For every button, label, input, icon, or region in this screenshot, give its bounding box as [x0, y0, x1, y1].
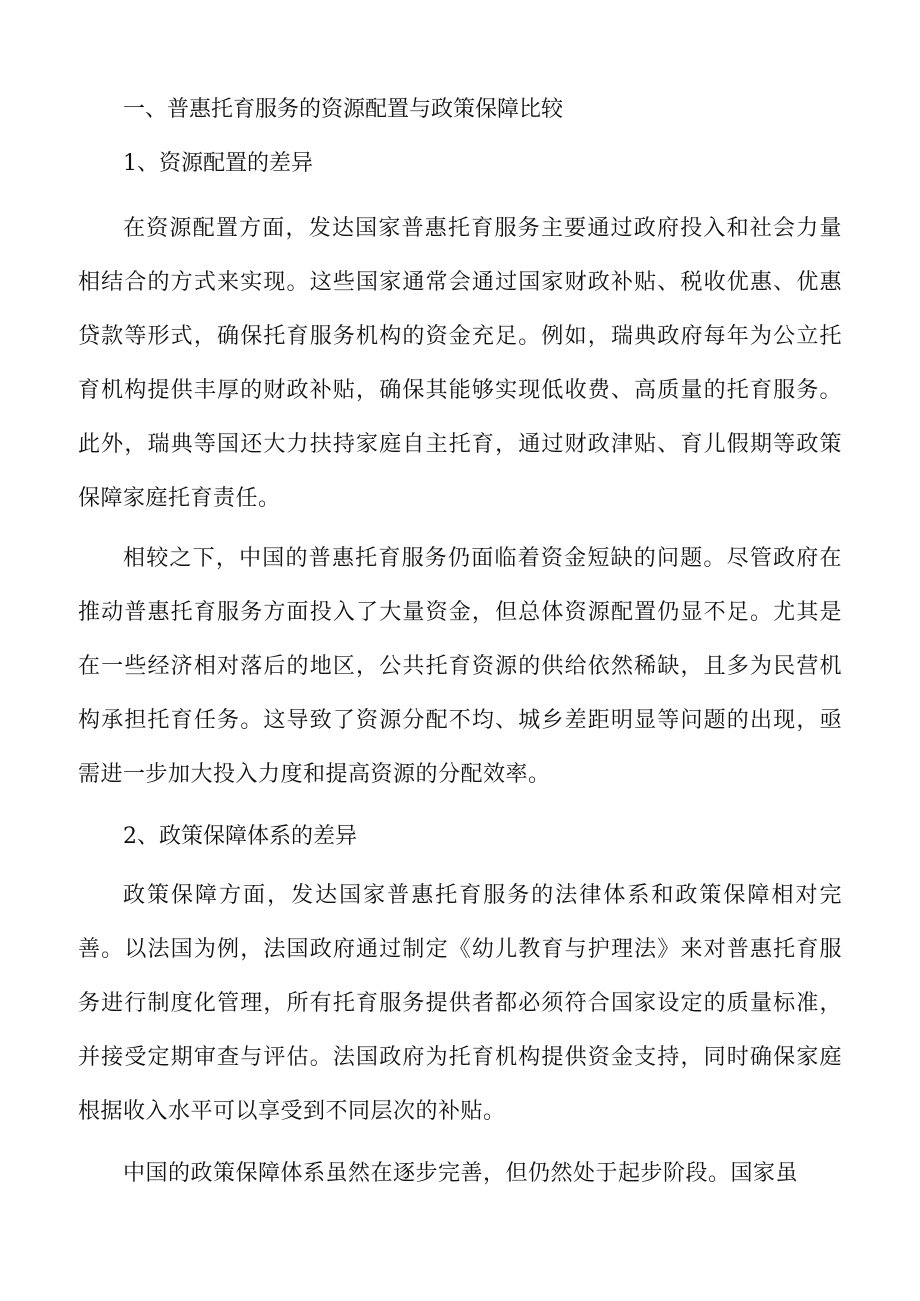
paragraph-policy-china: 中国的政策保障体系虽然在逐步完善，但仍然处于起步阶段。国家虽 — [123, 1161, 799, 1186]
section-heading: 一、普惠托育服务的资源配置与政策保障比较 — [123, 97, 564, 122]
subsection-heading-policy: 2、政策保障体系的差异 — [123, 824, 357, 849]
paragraph-policy-developed: 政策保障方面，发达国家普惠托育服务的法律体系和政策保障相对完善。以法国为例，法国政府通过制定《幼儿教育与护理法》来对普惠托育服务进行制度化管理，所有托育服务提供者都必须符合国家设定的质量标准，并接受定期审查与评估。法国政府为托育机构提供资金支持，同时确保家庭根据收入水平可以享受到不同层次的补贴。 — [78, 883, 842, 1124]
paragraph-resource-developed: 在资源配置方面，发达国家普惠托育服务主要通过政府投入和社会力量相结合的方式来实现。这些国家通常会通过国家财政补贴、税收优惠、优惠贷款等形式，确保托育服务机构的资金充足。例如，瑞典政府每年为公立托育机构提供丰厚的财政补贴，确保其能够实现低收费、高质量的托育服务。此外，瑞典等国还大力扶持家庭自主托育，通过财政津贴、育儿假期等政策保障家庭托育责任。 — [78, 216, 842, 511]
subsection-heading-resource: 1、资源配置的差异 — [123, 151, 313, 176]
paragraph-resource-china: 相较之下，中国的普惠托育服务仍面临着资金短缺的问题。尽管政府在推动普惠托育服务方面投入了大量资金，但总体资源配置仍显不足。尤其是在一些经济相对落后的地区，公共托育资源的供给依然稀缺，且多为民营机构承担托育任务。这导致了资源分配不均、城乡差距明显等问题的出现，亟需进一步加大投入力度和提高资源的分配效率。 — [78, 546, 842, 787]
